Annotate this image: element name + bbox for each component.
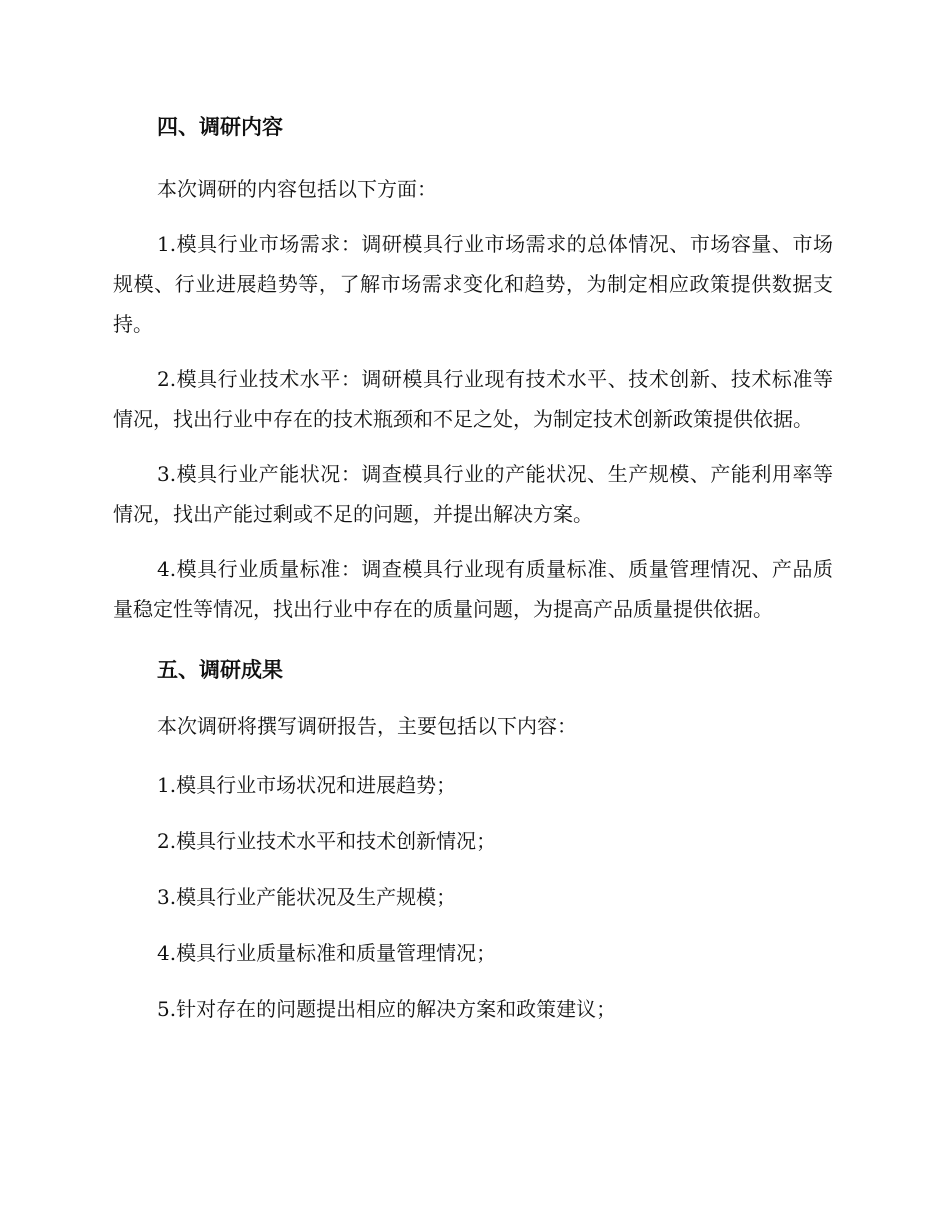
section-heading-research-content: 四、调研内容 [157,115,283,139]
list-item: 3.模具行业产能状况及生产规模； [157,885,457,909]
list-item: 2.模具行业技术水平和技术创新情况； [157,829,497,853]
section-intro: 本次调研将撰写调研报告，主要包括以下内容： [157,714,577,738]
document-content [113,112,833,1029]
section-heading-research-results: 五、调研成果 [157,658,283,682]
list-item: 4.模具行业质量标准：调查模具行业现有质量标准、质量管理情况、产品质量稳定性等情况，找出行业中存在的质量问题，为提高产品质量提供依据。 [113,557,833,621]
list-item: 3.模具行业产能状况：调查模具行业的产能状况、生产规模、产能利用率等情况，找出产能过剩或不足的问题，并提出解决方案。 [113,462,833,526]
section-intro: 本次调研的内容包括以下方面： [157,177,437,201]
list-item: 1.模具行业市场需求：调研模具行业市场需求的总体情况、市场容量、市场规模、行业进展趋势等，了解市场需求变化和趋势，为制定相应政策提供数据支持。 [113,232,833,336]
list-item: 1.模具行业市场状况和进展趋势； [157,773,457,797]
list-item: 5.针对存在的问题提出相应的解决方案和政策建议； [157,997,617,1021]
list-item: 2.模具行业技术水平：调研模具行业现有技术水平、技术创新、技术标准等情况，找出行业中存在的技术瓶颈和不足之处，为制定技术创新政策提供依据。 [113,367,833,431]
list-item: 4.模具行业质量标准和质量管理情况； [157,941,497,965]
